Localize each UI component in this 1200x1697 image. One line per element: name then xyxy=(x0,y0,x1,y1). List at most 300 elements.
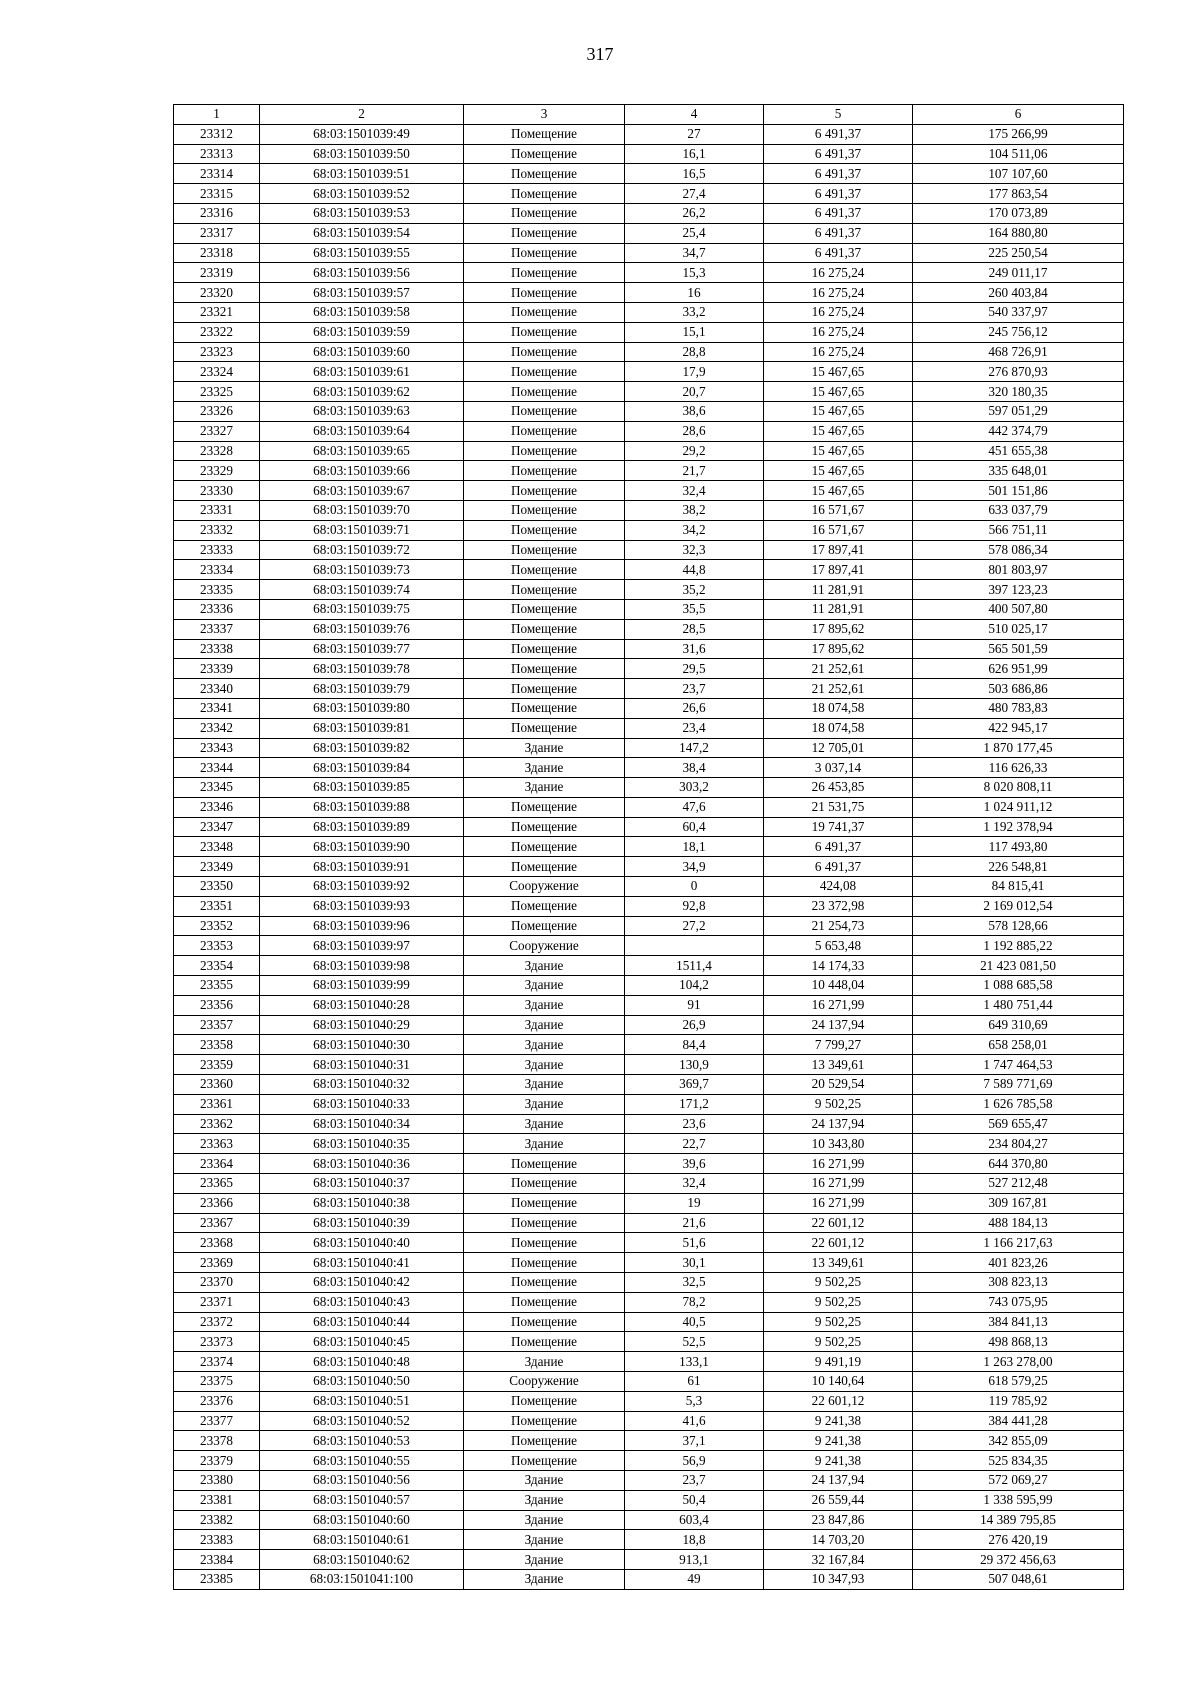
unit-value-cell: 9 241,38 xyxy=(764,1451,913,1471)
cadastral-number-cell: 68:03:1501039:77 xyxy=(260,639,464,659)
unit-value-cell: 6 491,37 xyxy=(764,124,913,144)
row-number-cell: 23349 xyxy=(174,857,260,877)
row-number-cell: 23335 xyxy=(174,580,260,600)
cadastral-number-cell: 68:03:1501039:71 xyxy=(260,520,464,540)
cadastral-number-cell: 68:03:1501039:65 xyxy=(260,441,464,461)
area-cell: 56,9 xyxy=(625,1451,764,1471)
unit-value-cell: 15 467,65 xyxy=(764,461,913,481)
object-type-cell: Помещение xyxy=(464,639,625,659)
cadastral-number-cell: 68:03:1501040:56 xyxy=(260,1470,464,1490)
area-cell: 91 xyxy=(625,995,764,1015)
cadastral-value-cell: 1 747 464,53 xyxy=(913,1055,1124,1075)
area-cell: 32,4 xyxy=(625,1174,764,1194)
cadastral-value-cell: 618 579,25 xyxy=(913,1372,1124,1392)
cadastral-value-cell: 633 037,79 xyxy=(913,500,1124,520)
row-number-cell: 23323 xyxy=(174,342,260,362)
area-cell: 16,1 xyxy=(625,144,764,164)
object-type-cell: Здание xyxy=(464,1569,625,1589)
area-cell: 26,2 xyxy=(625,203,764,223)
area-cell: 15,3 xyxy=(625,263,764,283)
row-number-cell: 23315 xyxy=(174,184,260,204)
object-type-cell: Помещение xyxy=(464,619,625,639)
cadastral-number-cell: 68:03:1501039:82 xyxy=(260,738,464,758)
cadastral-number-cell: 68:03:1501039:58 xyxy=(260,302,464,322)
cadastral-value-cell: 649 310,69 xyxy=(913,1015,1124,1035)
row-number-cell: 23384 xyxy=(174,1550,260,1570)
object-type-cell: Помещение xyxy=(464,718,625,738)
table-row xyxy=(174,916,1124,936)
object-type-cell: Помещение xyxy=(464,857,625,877)
cadastral-number-cell: 68:03:1501039:98 xyxy=(260,956,464,976)
table-row xyxy=(174,1134,1124,1154)
object-type-cell: Здание xyxy=(464,1114,625,1134)
object-type-cell: Помещение xyxy=(464,1233,625,1253)
row-number-cell: 23322 xyxy=(174,322,260,342)
object-type-cell: Помещение xyxy=(464,1292,625,1312)
row-number-cell: 23351 xyxy=(174,896,260,916)
column-header-4: 4 xyxy=(625,105,764,125)
cadastral-value-cell: 565 501,59 xyxy=(913,639,1124,659)
unit-value-cell: 9 502,25 xyxy=(764,1273,913,1293)
area-cell: 23,7 xyxy=(625,1470,764,1490)
area-cell: 26,6 xyxy=(625,698,764,718)
table-row xyxy=(174,243,1124,263)
row-number-cell: 23344 xyxy=(174,758,260,778)
unit-value-cell: 9 241,38 xyxy=(764,1431,913,1451)
table-row xyxy=(174,837,1124,857)
unit-value-cell: 23 372,98 xyxy=(764,896,913,916)
area-cell: 28,6 xyxy=(625,421,764,441)
cadastral-number-cell: 68:03:1501039:53 xyxy=(260,203,464,223)
cadastral-value-cell: 335 648,01 xyxy=(913,461,1124,481)
area-cell: 913,1 xyxy=(625,1550,764,1570)
area-cell: 147,2 xyxy=(625,738,764,758)
area-cell: 21,6 xyxy=(625,1213,764,1233)
table-row xyxy=(174,1451,1124,1471)
cadastral-number-cell: 68:03:1501040:35 xyxy=(260,1134,464,1154)
area-cell: 44,8 xyxy=(625,560,764,580)
table-row xyxy=(174,995,1124,1015)
area-cell: 1511,4 xyxy=(625,956,764,976)
row-number-cell: 23329 xyxy=(174,461,260,481)
unit-value-cell: 16 271,99 xyxy=(764,1193,913,1213)
unit-value-cell: 17 895,62 xyxy=(764,639,913,659)
column-header-1: 1 xyxy=(174,105,260,125)
unit-value-cell: 22 601,12 xyxy=(764,1213,913,1233)
row-number-cell: 23355 xyxy=(174,976,260,996)
cadastral-value-cell: 801 803,97 xyxy=(913,560,1124,580)
object-type-cell: Помещение xyxy=(464,302,625,322)
table-row xyxy=(174,203,1124,223)
row-number-cell: 23340 xyxy=(174,679,260,699)
unit-value-cell: 14 703,20 xyxy=(764,1530,913,1550)
row-number-cell: 23330 xyxy=(174,481,260,501)
object-type-cell: Помещение xyxy=(464,679,625,699)
unit-value-cell: 9 491,19 xyxy=(764,1352,913,1372)
cadastral-number-cell: 68:03:1501040:55 xyxy=(260,1451,464,1471)
row-number-cell: 23361 xyxy=(174,1094,260,1114)
unit-value-cell: 9 502,25 xyxy=(764,1332,913,1352)
table-row xyxy=(174,1253,1124,1273)
header-row xyxy=(174,105,1124,125)
cadastral-value-cell: 597 051,29 xyxy=(913,401,1124,421)
unit-value-cell: 23 847,86 xyxy=(764,1510,913,1530)
cadastral-number-cell: 68:03:1501040:44 xyxy=(260,1312,464,1332)
row-number-cell: 23345 xyxy=(174,778,260,798)
cadastral-value-cell: 626 951,99 xyxy=(913,659,1124,679)
cadastral-value-cell: 342 855,09 xyxy=(913,1431,1124,1451)
area-cell: 49 xyxy=(625,1569,764,1589)
table-row xyxy=(174,441,1124,461)
unit-value-cell: 22 601,12 xyxy=(764,1391,913,1411)
cadastral-value-cell: 384 441,28 xyxy=(913,1411,1124,1431)
cadastral-number-cell: 68:03:1501040:33 xyxy=(260,1094,464,1114)
unit-value-cell: 16 271,99 xyxy=(764,1174,913,1194)
table-row xyxy=(174,659,1124,679)
area-cell: 27,2 xyxy=(625,916,764,936)
row-number-cell: 23382 xyxy=(174,1510,260,1530)
area-cell: 19 xyxy=(625,1193,764,1213)
row-number-cell: 23338 xyxy=(174,639,260,659)
cadastral-value-cell: 442 374,79 xyxy=(913,421,1124,441)
row-number-cell: 23317 xyxy=(174,223,260,243)
cadastral-number-cell: 68:03:1501039:55 xyxy=(260,243,464,263)
unit-value-cell: 20 529,54 xyxy=(764,1075,913,1095)
unit-value-cell: 24 137,94 xyxy=(764,1114,913,1134)
cadastral-number-cell: 68:03:1501039:66 xyxy=(260,461,464,481)
object-type-cell: Помещение xyxy=(464,817,625,837)
row-number-cell: 23333 xyxy=(174,540,260,560)
table-row xyxy=(174,421,1124,441)
cadastral-number-cell: 68:03:1501040:28 xyxy=(260,995,464,1015)
table-row xyxy=(174,896,1124,916)
unit-value-cell: 17 897,41 xyxy=(764,560,913,580)
area-cell: 5,3 xyxy=(625,1391,764,1411)
object-type-cell: Сооружение xyxy=(464,877,625,897)
cadastral-value-cell: 1 192 885,22 xyxy=(913,936,1124,956)
row-number-cell: 23319 xyxy=(174,263,260,283)
cadastral-value-cell: 488 184,13 xyxy=(913,1213,1124,1233)
cadastral-number-cell: 68:03:1501039:97 xyxy=(260,936,464,956)
cadastral-number-cell: 68:03:1501040:34 xyxy=(260,1114,464,1134)
row-number-cell: 23336 xyxy=(174,599,260,619)
area-cell: 26,9 xyxy=(625,1015,764,1035)
row-number-cell: 23383 xyxy=(174,1530,260,1550)
object-type-cell: Помещение xyxy=(464,580,625,600)
area-cell: 78,2 xyxy=(625,1292,764,1312)
object-type-cell: Помещение xyxy=(464,283,625,303)
cadastral-value-cell: 116 626,33 xyxy=(913,758,1124,778)
cadastral-value-cell: 104 511,06 xyxy=(913,144,1124,164)
unit-value-cell: 5 653,48 xyxy=(764,936,913,956)
row-number-cell: 23348 xyxy=(174,837,260,857)
table-row xyxy=(174,560,1124,580)
table-row xyxy=(174,1490,1124,1510)
table-row xyxy=(174,144,1124,164)
table-row xyxy=(174,263,1124,283)
cadastral-value-cell: 308 823,13 xyxy=(913,1273,1124,1293)
cadastral-number-cell: 68:03:1501039:56 xyxy=(260,263,464,283)
cadastral-value-cell: 245 756,12 xyxy=(913,322,1124,342)
area-cell: 60,4 xyxy=(625,817,764,837)
row-number-cell: 23316 xyxy=(174,203,260,223)
object-type-cell: Помещение xyxy=(464,243,625,263)
cadastral-value-cell: 572 069,27 xyxy=(913,1470,1124,1490)
area-cell: 27,4 xyxy=(625,184,764,204)
unit-value-cell: 22 601,12 xyxy=(764,1233,913,1253)
row-number-cell: 23350 xyxy=(174,877,260,897)
cadastral-number-cell: 68:03:1501039:81 xyxy=(260,718,464,738)
unit-value-cell: 15 467,65 xyxy=(764,401,913,421)
object-type-cell: Помещение xyxy=(464,659,625,679)
area-cell: 130,9 xyxy=(625,1055,764,1075)
area-cell: 51,6 xyxy=(625,1233,764,1253)
cadastral-number-cell: 68:03:1501040:29 xyxy=(260,1015,464,1035)
object-type-cell: Помещение xyxy=(464,698,625,718)
cadastral-number-cell: 68:03:1501039:50 xyxy=(260,144,464,164)
cadastral-value-cell: 309 167,81 xyxy=(913,1193,1124,1213)
table-row xyxy=(174,877,1124,897)
object-type-cell: Здание xyxy=(464,1035,625,1055)
row-number-cell: 23376 xyxy=(174,1391,260,1411)
area-cell: 31,6 xyxy=(625,639,764,659)
area-cell: 23,7 xyxy=(625,679,764,699)
cadastral-number-cell: 68:03:1501039:90 xyxy=(260,837,464,857)
row-number-cell: 23366 xyxy=(174,1193,260,1213)
table-row xyxy=(174,797,1124,817)
cadastral-value-cell: 320 180,35 xyxy=(913,382,1124,402)
object-type-cell: Здание xyxy=(464,738,625,758)
table-row xyxy=(174,1174,1124,1194)
table-row xyxy=(174,619,1124,639)
object-type-cell: Помещение xyxy=(464,263,625,283)
cadastral-value-cell: 384 841,13 xyxy=(913,1312,1124,1332)
unit-value-cell: 26 559,44 xyxy=(764,1490,913,1510)
table-row xyxy=(174,639,1124,659)
area-cell: 27 xyxy=(625,124,764,144)
unit-value-cell: 15 467,65 xyxy=(764,362,913,382)
area-cell: 303,2 xyxy=(625,778,764,798)
row-number-cell: 23334 xyxy=(174,560,260,580)
cadastral-value-cell: 164 880,80 xyxy=(913,223,1124,243)
row-number-cell: 23352 xyxy=(174,916,260,936)
row-number-cell: 23326 xyxy=(174,401,260,421)
object-type-cell: Помещение xyxy=(464,441,625,461)
cadastral-value-cell: 260 403,84 xyxy=(913,283,1124,303)
cadastral-value-cell: 7 589 771,69 xyxy=(913,1075,1124,1095)
cadastral-number-cell: 68:03:1501039:54 xyxy=(260,223,464,243)
table-row xyxy=(174,461,1124,481)
cadastral-number-cell: 68:03:1501040:42 xyxy=(260,1273,464,1293)
area-cell: 32,4 xyxy=(625,481,764,501)
table-row xyxy=(174,1292,1124,1312)
object-type-cell: Здание xyxy=(464,1094,625,1114)
cadastral-number-cell: 68:03:1501039:59 xyxy=(260,322,464,342)
area-cell: 22,7 xyxy=(625,1134,764,1154)
cadastral-number-cell: 68:03:1501040:61 xyxy=(260,1530,464,1550)
cadastral-number-cell: 68:03:1501040:60 xyxy=(260,1510,464,1530)
unit-value-cell: 32 167,84 xyxy=(764,1550,913,1570)
row-number-cell: 23341 xyxy=(174,698,260,718)
cadastral-number-cell: 68:03:1501039:52 xyxy=(260,184,464,204)
row-number-cell: 23325 xyxy=(174,382,260,402)
table-row xyxy=(174,817,1124,837)
cadastral-number-cell: 68:03:1501039:57 xyxy=(260,283,464,303)
object-type-cell: Здание xyxy=(464,1490,625,1510)
area-cell: 84,4 xyxy=(625,1035,764,1055)
table-row xyxy=(174,382,1124,402)
unit-value-cell: 15 467,65 xyxy=(764,441,913,461)
object-type-cell: Помещение xyxy=(464,223,625,243)
object-type-cell: Помещение xyxy=(464,322,625,342)
row-number-cell: 23378 xyxy=(174,1431,260,1451)
table-row xyxy=(174,857,1124,877)
cadastral-value-cell: 225 250,54 xyxy=(913,243,1124,263)
area-cell: 34,9 xyxy=(625,857,764,877)
cadastral-number-cell: 68:03:1501040:38 xyxy=(260,1193,464,1213)
cadastral-value-cell: 503 686,86 xyxy=(913,679,1124,699)
unit-value-cell: 3 037,14 xyxy=(764,758,913,778)
table-row xyxy=(174,1312,1124,1332)
row-number-cell: 23380 xyxy=(174,1470,260,1490)
unit-value-cell: 16 275,24 xyxy=(764,342,913,362)
unit-value-cell: 7 799,27 xyxy=(764,1035,913,1055)
row-number-cell: 23369 xyxy=(174,1253,260,1273)
cadastral-number-cell: 68:03:1501039:70 xyxy=(260,500,464,520)
object-type-cell: Помещение xyxy=(464,1253,625,1273)
object-type-cell: Помещение xyxy=(464,1154,625,1174)
area-cell: 20,7 xyxy=(625,382,764,402)
cadastral-number-cell: 68:03:1501040:41 xyxy=(260,1253,464,1273)
area-cell: 23,6 xyxy=(625,1114,764,1134)
unit-value-cell: 21 254,73 xyxy=(764,916,913,936)
row-number-cell: 23312 xyxy=(174,124,260,144)
unit-value-cell: 9 502,25 xyxy=(764,1292,913,1312)
area-cell: 29,2 xyxy=(625,441,764,461)
cadastral-value-cell: 480 783,83 xyxy=(913,698,1124,718)
table-row xyxy=(174,1510,1124,1530)
cadastral-value-cell: 177 863,54 xyxy=(913,184,1124,204)
unit-value-cell: 17 895,62 xyxy=(764,619,913,639)
area-cell: 34,7 xyxy=(625,243,764,263)
table-row xyxy=(174,1550,1124,1570)
area-cell: 23,4 xyxy=(625,718,764,738)
row-number-cell: 23356 xyxy=(174,995,260,1015)
row-number-cell: 23367 xyxy=(174,1213,260,1233)
area-cell: 41,6 xyxy=(625,1411,764,1431)
object-type-cell: Помещение xyxy=(464,461,625,481)
cadastral-number-cell: 68:03:1501039:73 xyxy=(260,560,464,580)
cadastral-number-cell: 68:03:1501039:99 xyxy=(260,976,464,996)
cadastral-value-cell: 276 870,93 xyxy=(913,362,1124,382)
table-row xyxy=(174,1411,1124,1431)
unit-value-cell: 11 281,91 xyxy=(764,580,913,600)
unit-value-cell: 9 502,25 xyxy=(764,1094,913,1114)
cadastral-number-cell: 68:03:1501040:45 xyxy=(260,1332,464,1352)
unit-value-cell: 19 741,37 xyxy=(764,817,913,837)
area-cell: 32,3 xyxy=(625,540,764,560)
unit-value-cell: 424,08 xyxy=(764,877,913,897)
table-row xyxy=(174,223,1124,243)
object-type-cell: Помещение xyxy=(464,837,625,857)
cadastral-number-cell: 68:03:1501039:51 xyxy=(260,164,464,184)
unit-value-cell: 21 531,75 xyxy=(764,797,913,817)
object-type-cell: Помещение xyxy=(464,1312,625,1332)
object-type-cell: Помещение xyxy=(464,1213,625,1233)
area-cell: 35,2 xyxy=(625,580,764,600)
cadastral-value-cell: 117 493,80 xyxy=(913,837,1124,857)
table-row xyxy=(174,1075,1124,1095)
object-type-cell: Сооружение xyxy=(464,936,625,956)
cadastral-number-cell: 68:03:1501040:30 xyxy=(260,1035,464,1055)
unit-value-cell: 6 491,37 xyxy=(764,857,913,877)
table-row xyxy=(174,302,1124,322)
unit-value-cell: 16 571,67 xyxy=(764,500,913,520)
cadastral-value-cell: 507 048,61 xyxy=(913,1569,1124,1589)
cadastral-number-cell: 68:03:1501040:36 xyxy=(260,1154,464,1174)
unit-value-cell: 10 343,80 xyxy=(764,1134,913,1154)
object-type-cell: Помещение xyxy=(464,797,625,817)
cadastral-value-cell: 510 025,17 xyxy=(913,619,1124,639)
table-row xyxy=(174,1431,1124,1451)
object-type-cell: Помещение xyxy=(464,382,625,402)
cadastral-value-cell: 397 123,23 xyxy=(913,580,1124,600)
unit-value-cell: 14 174,33 xyxy=(764,956,913,976)
area-cell: 38,6 xyxy=(625,401,764,421)
table-row xyxy=(174,1372,1124,1392)
cadastral-number-cell: 68:03:1501039:60 xyxy=(260,342,464,362)
row-number-cell: 23353 xyxy=(174,936,260,956)
row-number-cell: 23320 xyxy=(174,283,260,303)
cadastral-number-cell: 68:03:1501039:72 xyxy=(260,540,464,560)
row-number-cell: 23314 xyxy=(174,164,260,184)
area-cell: 28,5 xyxy=(625,619,764,639)
object-type-cell: Здание xyxy=(464,1510,625,1530)
unit-value-cell: 16 275,24 xyxy=(764,283,913,303)
cadastral-value-cell: 226 548,81 xyxy=(913,857,1124,877)
table-row xyxy=(174,698,1124,718)
cadastral-value-cell: 234 804,27 xyxy=(913,1134,1124,1154)
row-number-cell: 23328 xyxy=(174,441,260,461)
row-number-cell: 23327 xyxy=(174,421,260,441)
table-header xyxy=(174,105,1124,125)
unit-value-cell: 12 705,01 xyxy=(764,738,913,758)
object-type-cell: Помещение xyxy=(464,599,625,619)
cadastral-value-cell: 1 480 751,44 xyxy=(913,995,1124,1015)
column-header-3: 3 xyxy=(464,105,625,125)
area-cell: 47,6 xyxy=(625,797,764,817)
object-type-cell: Помещение xyxy=(464,481,625,501)
row-number-cell: 23368 xyxy=(174,1233,260,1253)
object-type-cell: Помещение xyxy=(464,342,625,362)
cadastral-number-cell: 68:03:1501040:51 xyxy=(260,1391,464,1411)
unit-value-cell: 15 467,65 xyxy=(764,421,913,441)
table-row xyxy=(174,936,1124,956)
cadastral-value-cell: 525 834,35 xyxy=(913,1451,1124,1471)
row-number-cell: 23362 xyxy=(174,1114,260,1134)
table-row xyxy=(174,580,1124,600)
area-cell xyxy=(625,936,764,956)
unit-value-cell: 10 347,93 xyxy=(764,1569,913,1589)
object-type-cell: Здание xyxy=(464,956,625,976)
cadastral-number-cell: 68:03:1501040:53 xyxy=(260,1431,464,1451)
row-number-cell: 23332 xyxy=(174,520,260,540)
cadastral-number-cell: 68:03:1501039:96 xyxy=(260,916,464,936)
object-type-cell: Помещение xyxy=(464,401,625,421)
table-row xyxy=(174,956,1124,976)
area-cell: 16 xyxy=(625,283,764,303)
area-cell: 39,6 xyxy=(625,1154,764,1174)
